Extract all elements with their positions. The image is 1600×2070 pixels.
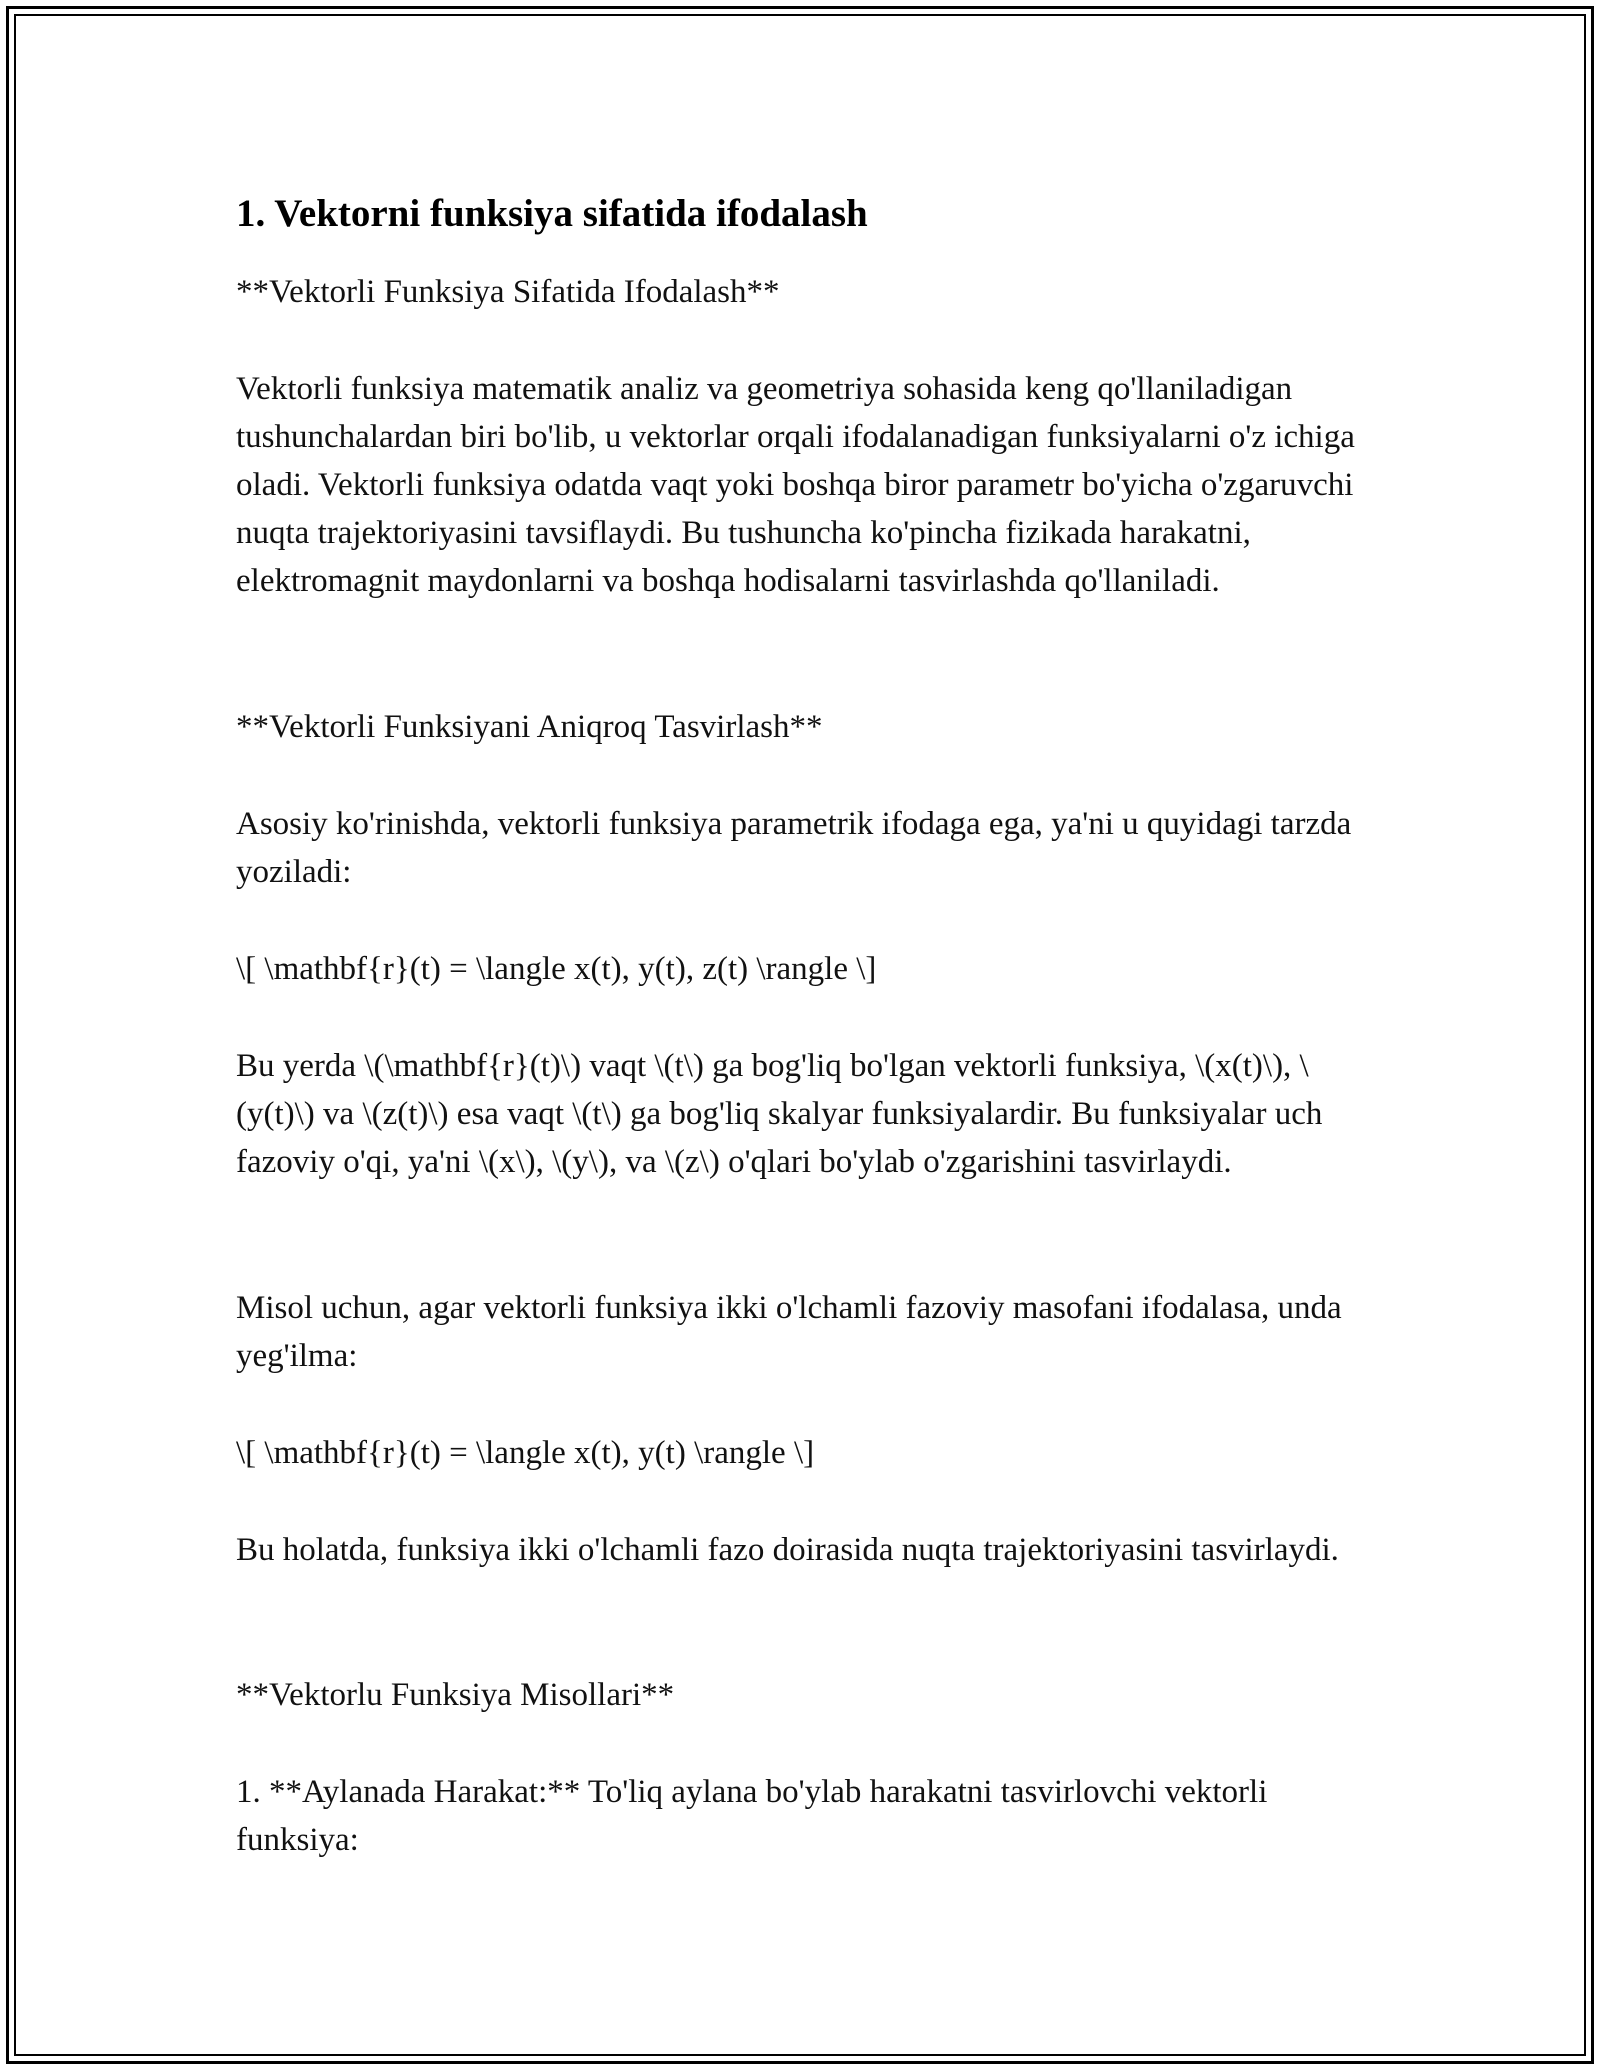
subheading-misollari: **Vektorlu Funksiya Misollari** [236, 1677, 675, 1713]
section-title: 1. Vektorni funksiya sifatida ifodalash [236, 192, 868, 235]
parametric-paragraph: Asosiy ko'rinishda, vektorli funksiya parametrik ifodaga ega, ya'ni u quyidagi tarzda yoziladi: [236, 806, 1360, 890]
explanation-paragraph: Bu yerda \(\mathbf{r}(t)\) vaqt \(t\) ga bog'liq bo'lgan vektorli funksiya, \(x(t)\), \(y(t)\) va \(z(t)\) esa vaqt \(t\) ga bog'liq skalyar funksiyalardir. Bu funksiyalar uch fazoviy o'qi, ya'ni \(x\), \(y\), va \(z\) o'qlari bo'ylab o'zgarishini tasvirlaydi. [236, 1048, 1331, 1180]
formula-2d: \[ \mathbf{r}(t) = \langle x(t), y(t) \rangle \] [236, 1435, 815, 1471]
formula-3d: \[ \mathbf{r}(t) = \langle x(t), y(t), z(t) \rangle \] [236, 951, 877, 987]
subheading-aniqroq: **Vektorli Funksiyani Aniqroq Tasvirlash** [236, 709, 823, 745]
subheading-vektorli-funksiya: **Vektorli Funksiya Sifatida Ifodalash** [236, 274, 780, 310]
intro-paragraph: Vektorli funksiya matematik analiz va geometriya sohasida keng qo'llaniladigan tushunchalardan biri bo'lib, u vektorlar orqali ifodalanadigan funksiyalarni o'z ichiga oladi. Vektorli funksiya odatda vaqt yoki boshqa biror parametr bo'yicha o'zgaruvchi nuqta trajektoriyasini tavsiflaydi. Bu tushuncha ko'pincha fizikada harakatni, elektromagnit maydonlarni va boshqa hodisalarni tasvirlashda qo'llaniladi. [236, 371, 1364, 599]
list-item-aylanada: 1. **Aylanada Harakat:** To'liq aylana bo'ylab harakatni tasvirlovchi vektorli funksiya: [236, 1774, 1276, 1858]
page-border-inner [14, 14, 1586, 2056]
holatda-paragraph: Bu holatda, funksiya ikki o'lchamli fazo doirasida nuqta trajektoriyasini tasvirlaydi. [236, 1532, 1339, 1568]
example-paragraph: Misol uchun, agar vektorli funksiya ikki o'lchamli fazoviy masofani ifodalasa, unda yeg'ilma: [236, 1290, 1350, 1374]
